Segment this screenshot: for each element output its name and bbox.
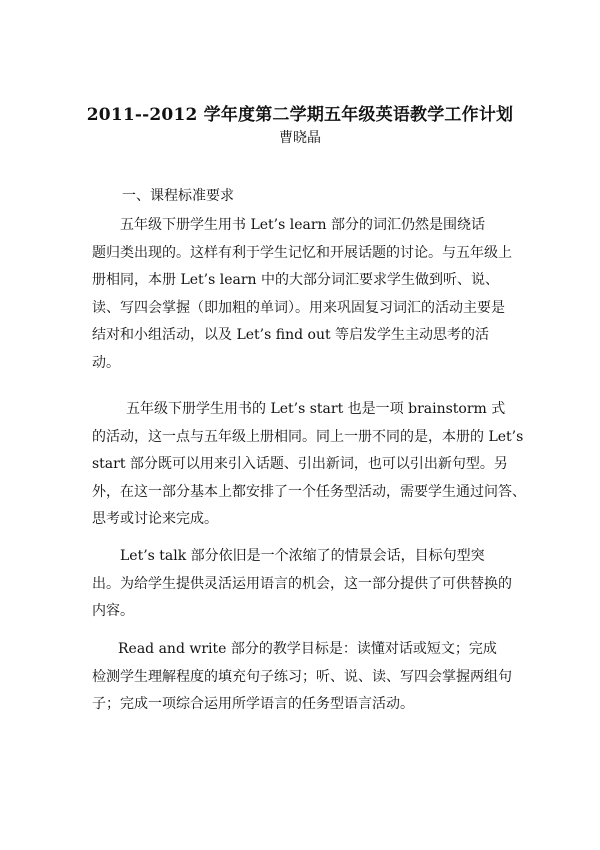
paragraph-line: 五年级下册学生用书 Let’s learn 部分的词汇仍然是围绕话 — [120, 217, 486, 233]
paragraph-lets-talk — [92, 543, 520, 626]
paragraph-line: Read and write 部分的教学目标是：读懂对话或短文；完成 — [118, 641, 497, 657]
paragraph-line: 五年级下册学生用书的 Let’s start 也是一项 brainstorm 式 — [126, 401, 506, 417]
paragraph-line: 外，在这一部分基本上都安排了一个任务型活动，需要学生通过问答、 — [92, 483, 526, 500]
paragraph-lets-start — [92, 396, 526, 534]
paragraph-line: 子；完成一项综合运用所学语言的任务型语言活动。 — [92, 696, 414, 712]
paragraph-line: 出。为给学生提供灵活运用语言的机会，这一部分提供了可供替换的 — [92, 575, 512, 592]
paragraph-line: 读、写四会掌握（即加粗的单词）。用来巩固复习词汇的活动主要是 — [92, 299, 505, 316]
paragraph-read-and-write — [92, 636, 520, 719]
paragraph-line: 题归类出现的。这样有利于学生记忆和开展话题的讨论。与五年级上 — [92, 244, 512, 261]
paragraph-lets-learn — [92, 212, 520, 377]
paragraph-line: 册相同，本册 Let’s learn 中的大部分词汇要求学生做到听、说、 — [92, 272, 500, 288]
paragraph-line: 结对和小组活动，以及 Let’s find out 等启发学生主动思考的活 — [92, 327, 490, 343]
paragraph-line: 的活动，这一点与五年级上册相同。同上一册不同的是，本册的 Let’s — [92, 428, 524, 445]
paragraph-line: 检测学生理解程度的填充句子练习；听、说、读、写四会掌握两组句 — [92, 668, 512, 685]
paragraph-line: 动。 — [92, 354, 120, 371]
section-heading: 一、课程标准要求 — [122, 188, 234, 204]
document-author: 曹晓晶 — [279, 130, 321, 146]
document-title: 2011--2012 学年度第二学期五年级英语教学工作计划 — [86, 105, 514, 125]
paragraph-line: start 部分既可以用来引入话题、引出新词，也可以引出新句型。另 — [92, 456, 508, 472]
paragraph-line: Let’s talk 部分依旧是一个浓缩了的情景会话，目标句型突 — [120, 548, 485, 564]
paragraph-line: 内容。 — [92, 603, 134, 619]
paragraph-line: 思考或讨论来完成。 — [92, 511, 218, 527]
